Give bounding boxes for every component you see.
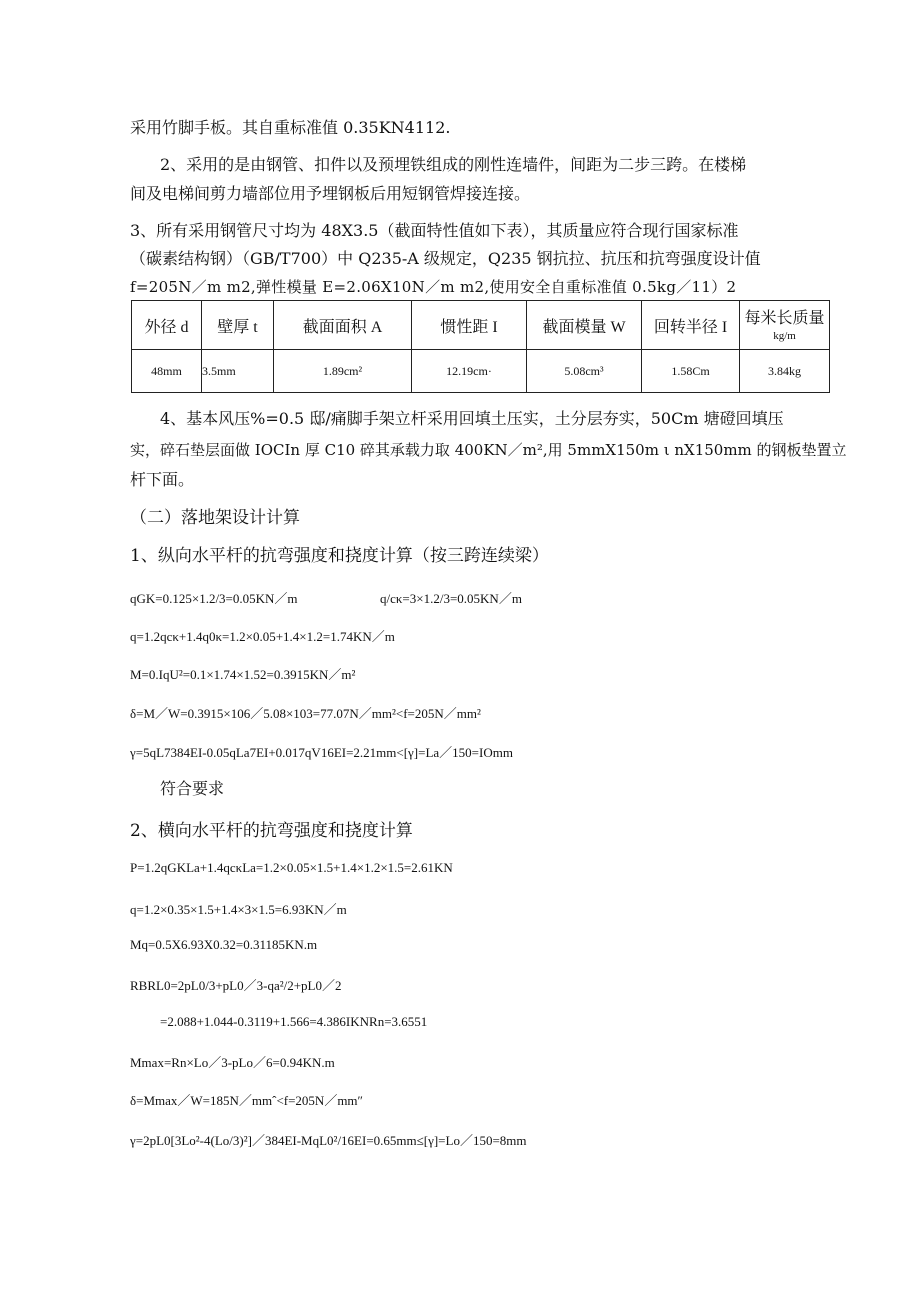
formula-deflection: γ=5qL7384EI-0.05qLa7EI+0.017qV16EI=2.21mm<[γ]=La／150=IOmm	[130, 745, 513, 760]
formula-deflection-2: γ=2pL0[3Lo²-4(Lo/3)²]／384EI-MqL0²/16EI=0.65mm≤[γ]=Lo／150=8mm	[130, 1133, 527, 1148]
formula-q-combined: q=1.2qcκ+1.4q0κ=1.2×0.05+1.4×1.2=1.74KN／m	[130, 629, 395, 644]
intro-line-1: 采用竹脚手板。其自重标准值 0.35KN4112.	[130, 118, 451, 137]
formula-rb: RBRL0=2pL0/3+pL0／3-qa²/2+pL0／2	[130, 978, 342, 993]
formula-mq: Mq=0.5X6.93X0.32=0.31185KN.m	[130, 937, 318, 952]
requirement-met-text: 符合要求	[160, 779, 225, 798]
para-4-line-1: 4、基本风压%=0.5 邸/痛脚手架立杆采用回填土压实，土分层夯实，50Cm 塘磴回填压	[160, 409, 784, 428]
header-mass-unit: kg/m	[773, 329, 796, 342]
header-outer-diameter: 外径 d	[132, 301, 202, 350]
subsection-1-title: 1、纵向水平杆的抗弯强度和挠度计算（按三跨连续梁）	[130, 546, 549, 566]
formula-rb-result: =2.088+1.044-0.3119+1.566=4.386IKNRn=3.6551	[160, 1014, 428, 1029]
header-wall-thickness: 壁厚 t	[202, 301, 274, 350]
header-mass-label: 每米长质量	[744, 309, 825, 327]
formula-p: P=1.2qGKLa+1.4qcκLa=1.2×0.05×1.5+1.4×1.2×1.5=2.61KN	[130, 860, 453, 875]
header-radius-of-gyration: 回转半径 I	[642, 301, 740, 350]
para-3-line-3: f=205N／m m2,弹性模量 E=2.06X10N／m m2,使用安全自重标准值 0.5kg／11）2	[130, 278, 737, 296]
value-section-modulus: 5.08cm³	[527, 350, 642, 393]
value-outer-diameter: 48mm	[132, 350, 202, 393]
para-4-line-3: 杆下面。	[130, 470, 195, 489]
steel-pipe-properties-table	[131, 300, 830, 393]
para-3-line-2: （碳素结构钢）（GB/T700）中 Q235-A 级规定，Q235 钢抗拉、抗压和抗弯强度设计值	[130, 249, 761, 268]
para-3-line-1: 3、所有采用钢管尺寸均为 48X3.5（截面特性值如下表），其质量应符合现行国家标准	[130, 221, 739, 240]
header-section-area: 截面面积 A	[274, 301, 412, 350]
para-2-line-2: 间及电梯间剪力墙部位用予埋钢板后用短钢管焊接连接。	[130, 184, 531, 203]
formula-stress-2: δ=Mmax／W=185N／mmˆ<f=205N／mm″	[130, 1093, 363, 1108]
formula-stress: δ=M／W=0.3915×106／5.08×103=77.07N／mm²<f=205N／mm²	[130, 706, 481, 721]
subsection-2-title: 2、横向水平杆的抗弯强度和挠度计算	[130, 821, 413, 841]
formula-qgk: qGK=0.125×1.2/3=0.05KN／m	[130, 591, 298, 606]
header-moment-of-inertia: 惯性距 I	[412, 301, 527, 350]
value-moment-of-inertia: 12.19cm·	[412, 350, 527, 393]
section-2-title: （二）落地架设计计算	[130, 508, 300, 528]
formula-moment: M=0.IqU²=0.1×1.74×1.52=0.3915KN／m²	[130, 667, 356, 682]
value-radius-of-gyration: 1.58Cm	[642, 350, 740, 393]
formula-mmax: Mmax=Rn×Lo／3-pLo／6=0.94KN.m	[130, 1055, 335, 1070]
value-section-area: 1.89cm²	[274, 350, 412, 393]
formula-q: q=1.2×0.35×1.5+1.4×3×1.5=6.93KN／m	[130, 902, 347, 917]
para-4-line-2: 实，碎石垫层面做 IOCIn 厚 C10 碎其承载力取 400KN／m²,用 5mmX150m ι nX150mm 的钢板垫置立	[130, 441, 847, 459]
header-mass-per-meter	[740, 301, 830, 350]
value-wall-thickness: 3.5mm	[202, 350, 274, 393]
header-section-modulus: 截面模量 W	[527, 301, 642, 350]
table-row	[132, 350, 830, 393]
table-header-row	[132, 301, 830, 350]
formula-qck: q/cκ=3×1.2/3=0.05KN／m	[380, 591, 522, 606]
value-mass-per-meter: 3.84kg	[740, 350, 830, 393]
para-2-line-1: 2、采用的是由钢管、扣件以及预埋铁组成的刚性连墙件，间距为二步三跨。在楼梯	[160, 155, 747, 174]
